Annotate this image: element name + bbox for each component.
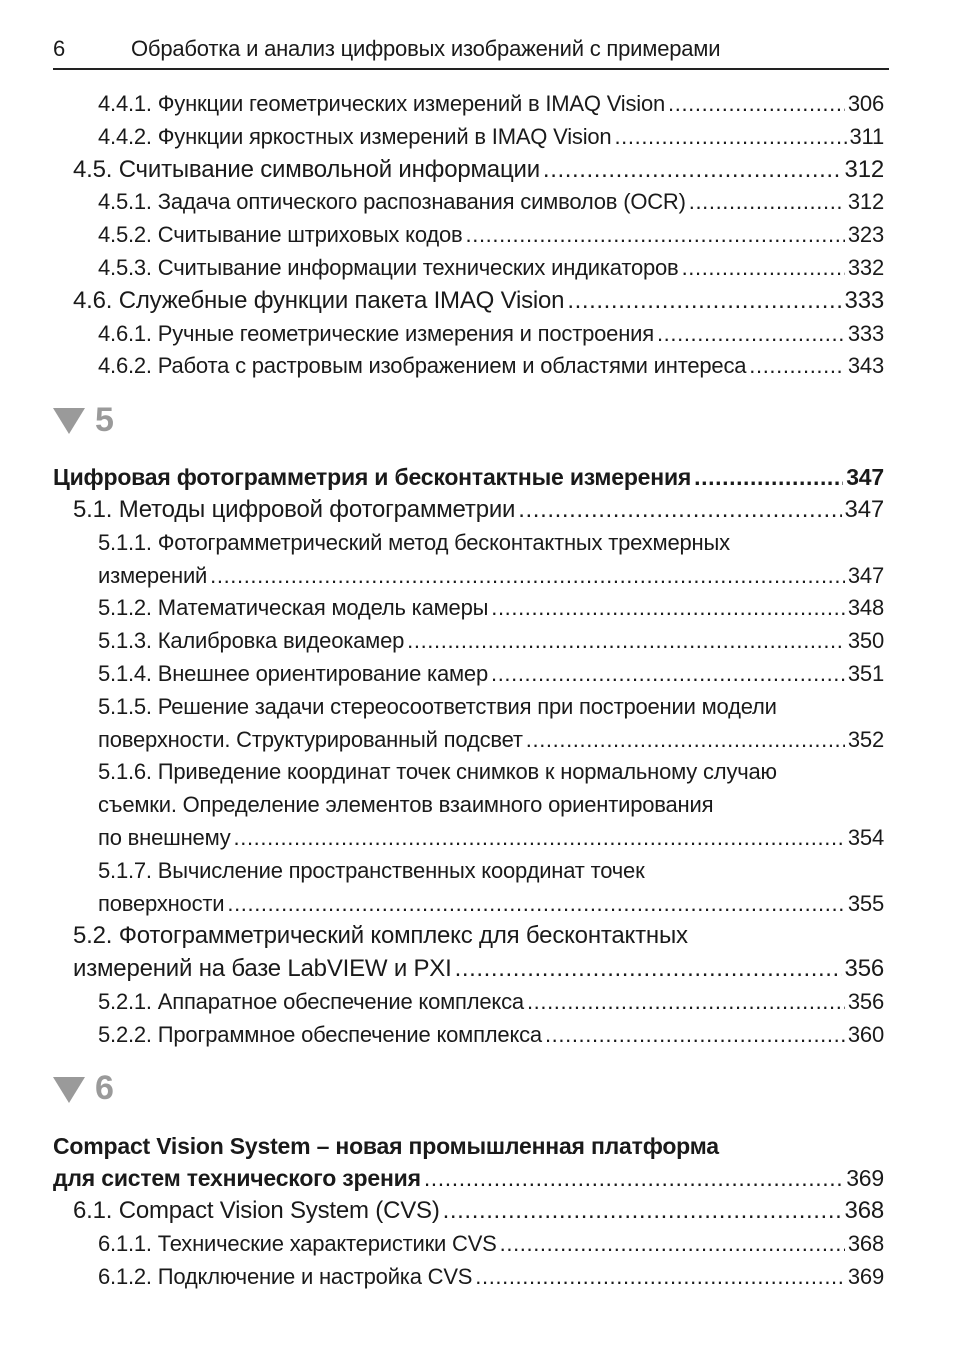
triangle-down-icon [53,1077,85,1103]
toc-entry[interactable]: 5.1.4. Внешнее ориентирование камер ..... 351 [53,658,884,691]
chapter-marker-6 [53,1056,884,1122]
toc-page-number: 332 [847,254,884,280]
toc-page-number: 312 [844,155,884,183]
toc-entry[interactable]: 4.6.1. Ручные геометрические измерения и построения ..... 333 [53,318,884,351]
toc-page-number: 333 [844,286,884,314]
toc-page-number: 323 [847,222,884,248]
toc-page-number: 350 [847,628,884,654]
toc-page-number: 355 [847,890,884,916]
toc-entry[interactable]: 4.5.2. Считывание штриховых кодов ..... 323 [53,219,884,252]
toc-entry[interactable]: 4.4.1. Функции геометрических измерений в IMAQ Vision ..... 306 [53,88,884,121]
toc-entry[interactable]: 4.4.2. Функции яркостных измерений в IMAQ Vision ..... 311 [53,121,884,154]
triangle-down-icon [53,408,85,434]
page-header [53,30,889,70]
toc-page-number: 348 [847,595,884,621]
toc-page-number: 360 [847,1021,884,1047]
toc-page-number: 369 [847,1263,884,1289]
toc-entry-line[interactable]: 5.1.1. Фотограмметрический метод бесконтактных трехмерных [98,529,730,555]
toc-entry[interactable]: 6.1.2. Подключение и настройка CVS ..... 369 [53,1261,884,1294]
toc-page-number: 343 [847,353,884,379]
toc-page-number: 352 [847,726,884,752]
toc-entry[interactable]: 4.5. Считывание символьной информации ..... 312 [53,154,884,187]
toc-entry-continuation[interactable]: по внешнему ..... 354 [53,822,884,855]
toc-page-number: 369 [846,1165,884,1192]
toc-entry[interactable]: 5.2.2. Программное обеспечение комплекса ..... 360 [53,1019,884,1052]
toc-page-number: 347 [846,464,884,491]
toc-entry-line[interactable]: 5.1.5. Решение задачи стереосоответствия при построении модели [98,693,777,719]
toc-page-number: 311 [849,123,884,149]
toc-entry-line[interactable]: 5.2. Фотограмметрический комплекс для бесконтактных [73,922,688,950]
toc-page-number: 356 [847,988,884,1014]
toc-entry[interactable]: 4.6.2. Работа с растровым изображением и областями интереса ..... 343 [53,350,884,383]
toc-page-number: 333 [847,320,884,346]
toc-entry-continuation[interactable]: поверхности. Структурированный подсвет ..... 352 [53,724,884,757]
toc-entry[interactable]: 5.1.3. Калибровка видеокамер ..... 350 [53,625,884,658]
running-title: Обработка и анализ цифровых изображений с примерами [131,36,721,61]
toc-entry[interactable]: 6.1.1. Технические характеристики CVS ..... 368 [53,1228,884,1261]
toc-entry[interactable]: 4.5.3. Считывание информации технических индикаторов ..... 332 [53,252,884,285]
chapter-title-entry[interactable]: Цифровая фотограмметрия и бесконтактные измерения ..... 347 [53,461,884,494]
table-of-contents [53,88,884,1294]
toc-page-number: 356 [844,955,884,983]
toc-entry[interactable]: 5.2.1. Аппаратное обеспечение комплекса ..... 356 [53,986,884,1019]
chapter-marker-5 [53,387,884,453]
toc-entry-continuation[interactable]: измерений ..... 347 [53,560,884,593]
chapter-title-entry[interactable]: для систем технического зрения ..... 369 [53,1162,884,1195]
toc-page-number: 368 [844,1197,884,1225]
toc-entry[interactable]: 5.1.2. Математическая модель камеры ..... 348 [53,592,884,625]
toc-entry-line[interactable]: 5.1.6. Приведение координат точек снимков к нормальному случаю [98,759,777,785]
toc-page-number: 354 [847,824,884,850]
toc-entry-line[interactable]: 5.1.7. Вычисление пространственных координат точек [98,857,645,883]
toc-entry[interactable]: 4.6. Служебные функции пакета IMAQ Vision ..... 333 [53,285,884,318]
page-number: 6 [53,36,66,61]
toc-page-number: 347 [847,562,884,588]
toc-page-number: 351 [847,660,884,686]
toc-entry-continuation[interactable]: измерений на базе LabVIEW и PXI ..... 356 [53,953,884,986]
toc-page-number: 312 [847,189,884,215]
chapter-title-line[interactable]: Compact Vision System – новая промышленная платформа [53,1132,719,1159]
toc-page-number: 306 [847,91,884,116]
toc-entry-continuation[interactable]: съемки. Определение элементов взаимного ориентирования [98,792,714,818]
chapter-number: 6 [95,1069,114,1108]
toc-page-number: 347 [844,495,884,523]
toc-entry-continuation[interactable]: поверхности ..... 355 [53,888,884,921]
chapter-number: 5 [95,400,114,439]
toc-entry[interactable]: 4.5.1. Задача оптического распознавания символов (OCR) ..... 312 [53,186,884,219]
toc-entry[interactable]: 5.1. Методы цифровой фотограмметрии ..... 347 [53,494,884,527]
toc-entry[interactable]: 6.1. Compact Vision System (CVS) ..... 368 [53,1195,884,1228]
toc-page-number: 368 [847,1230,884,1256]
